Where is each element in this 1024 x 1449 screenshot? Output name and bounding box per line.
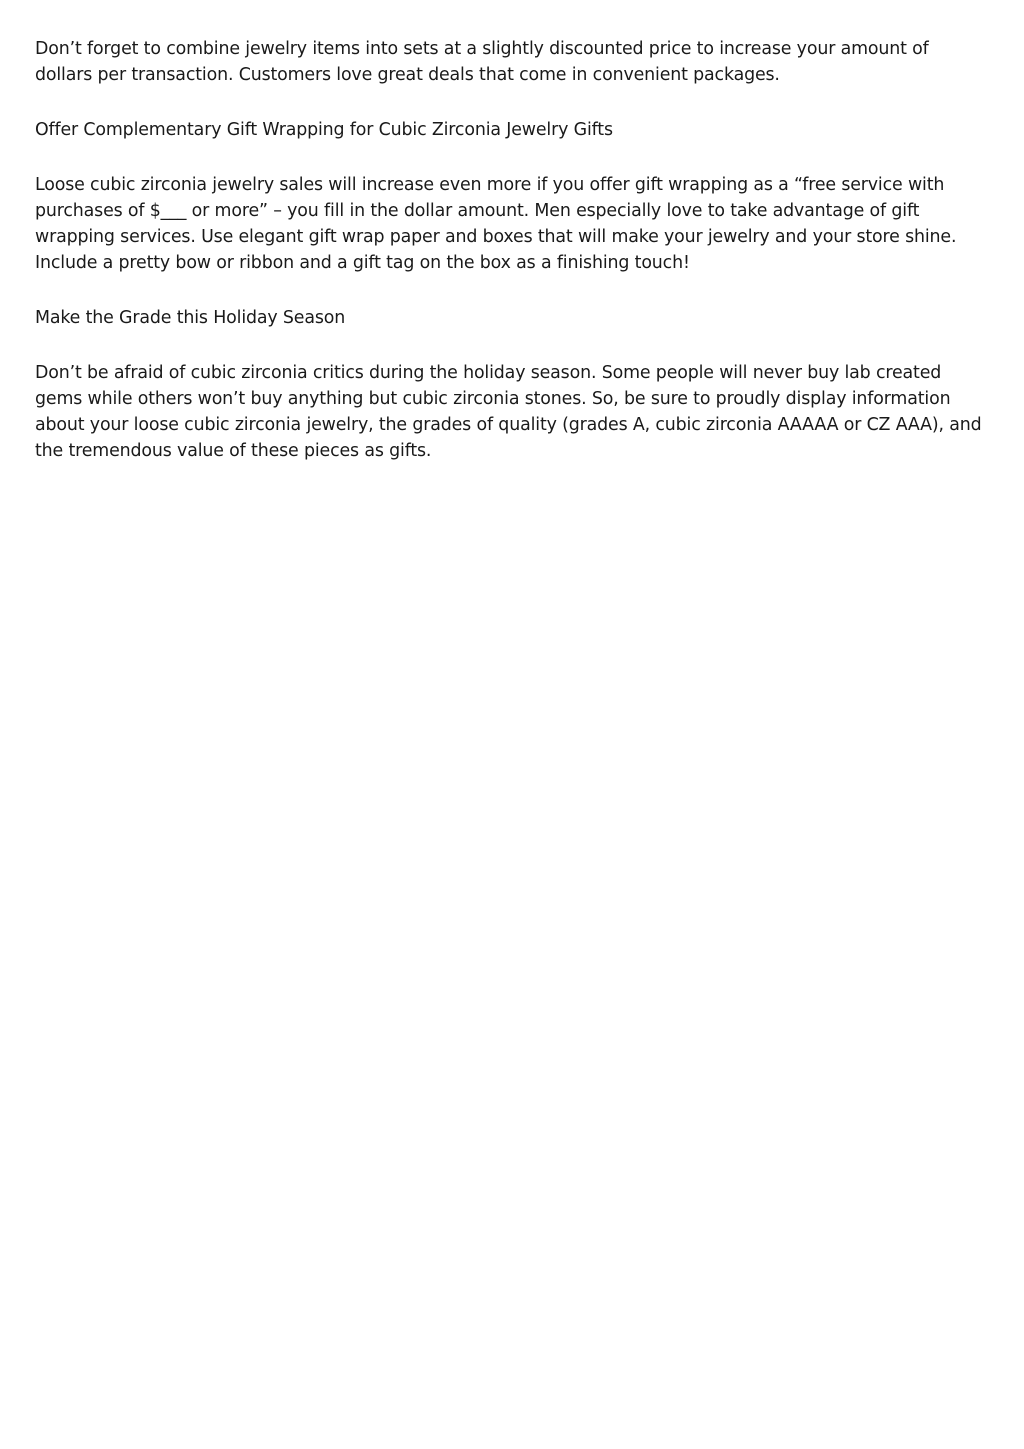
paragraph-combine-sets: Don’t forget to combine jewelry items into sets at a slightly discounted price to increase your amount of dollars per transaction. Customers love great deals that come in convenient packages. [35,39,929,85]
document-page [35,36,985,493]
paragraph-gift-wrapping: Loose cubic zirconia jewelry sales will increase even more if you offer gift wrapping as a “free service with purchases of $___ or more” – you fill in the dollar amount. Men especially love to take advantage of gift wrapping services. Use elegant gift wrap paper and boxes that will make your jewelry and your store shine. Include a pretty bow or ribbon and a gift tag on the box as a finishing touch! [35,175,957,273]
section-heading-gift-wrapping: Offer Complementary Gift Wrapping for Cubic Zirconia Jewelry Gifts [35,120,613,140]
paragraph-make-the-grade: Don’t be afraid of cubic zirconia critics during the holiday season. Some people will never buy lab created gems while others won’t buy anything but cubic zirconia stones. So, be sure to proudly display information about your loose cubic zirconia jewelry, the grades of quality (grades A, cubic zirconia AAAAA or CZ AAA), and the tremendous value of these pieces as gifts. [35,363,982,461]
section-heading-make-the-grade: Make the Grade this Holiday Season [35,308,346,328]
